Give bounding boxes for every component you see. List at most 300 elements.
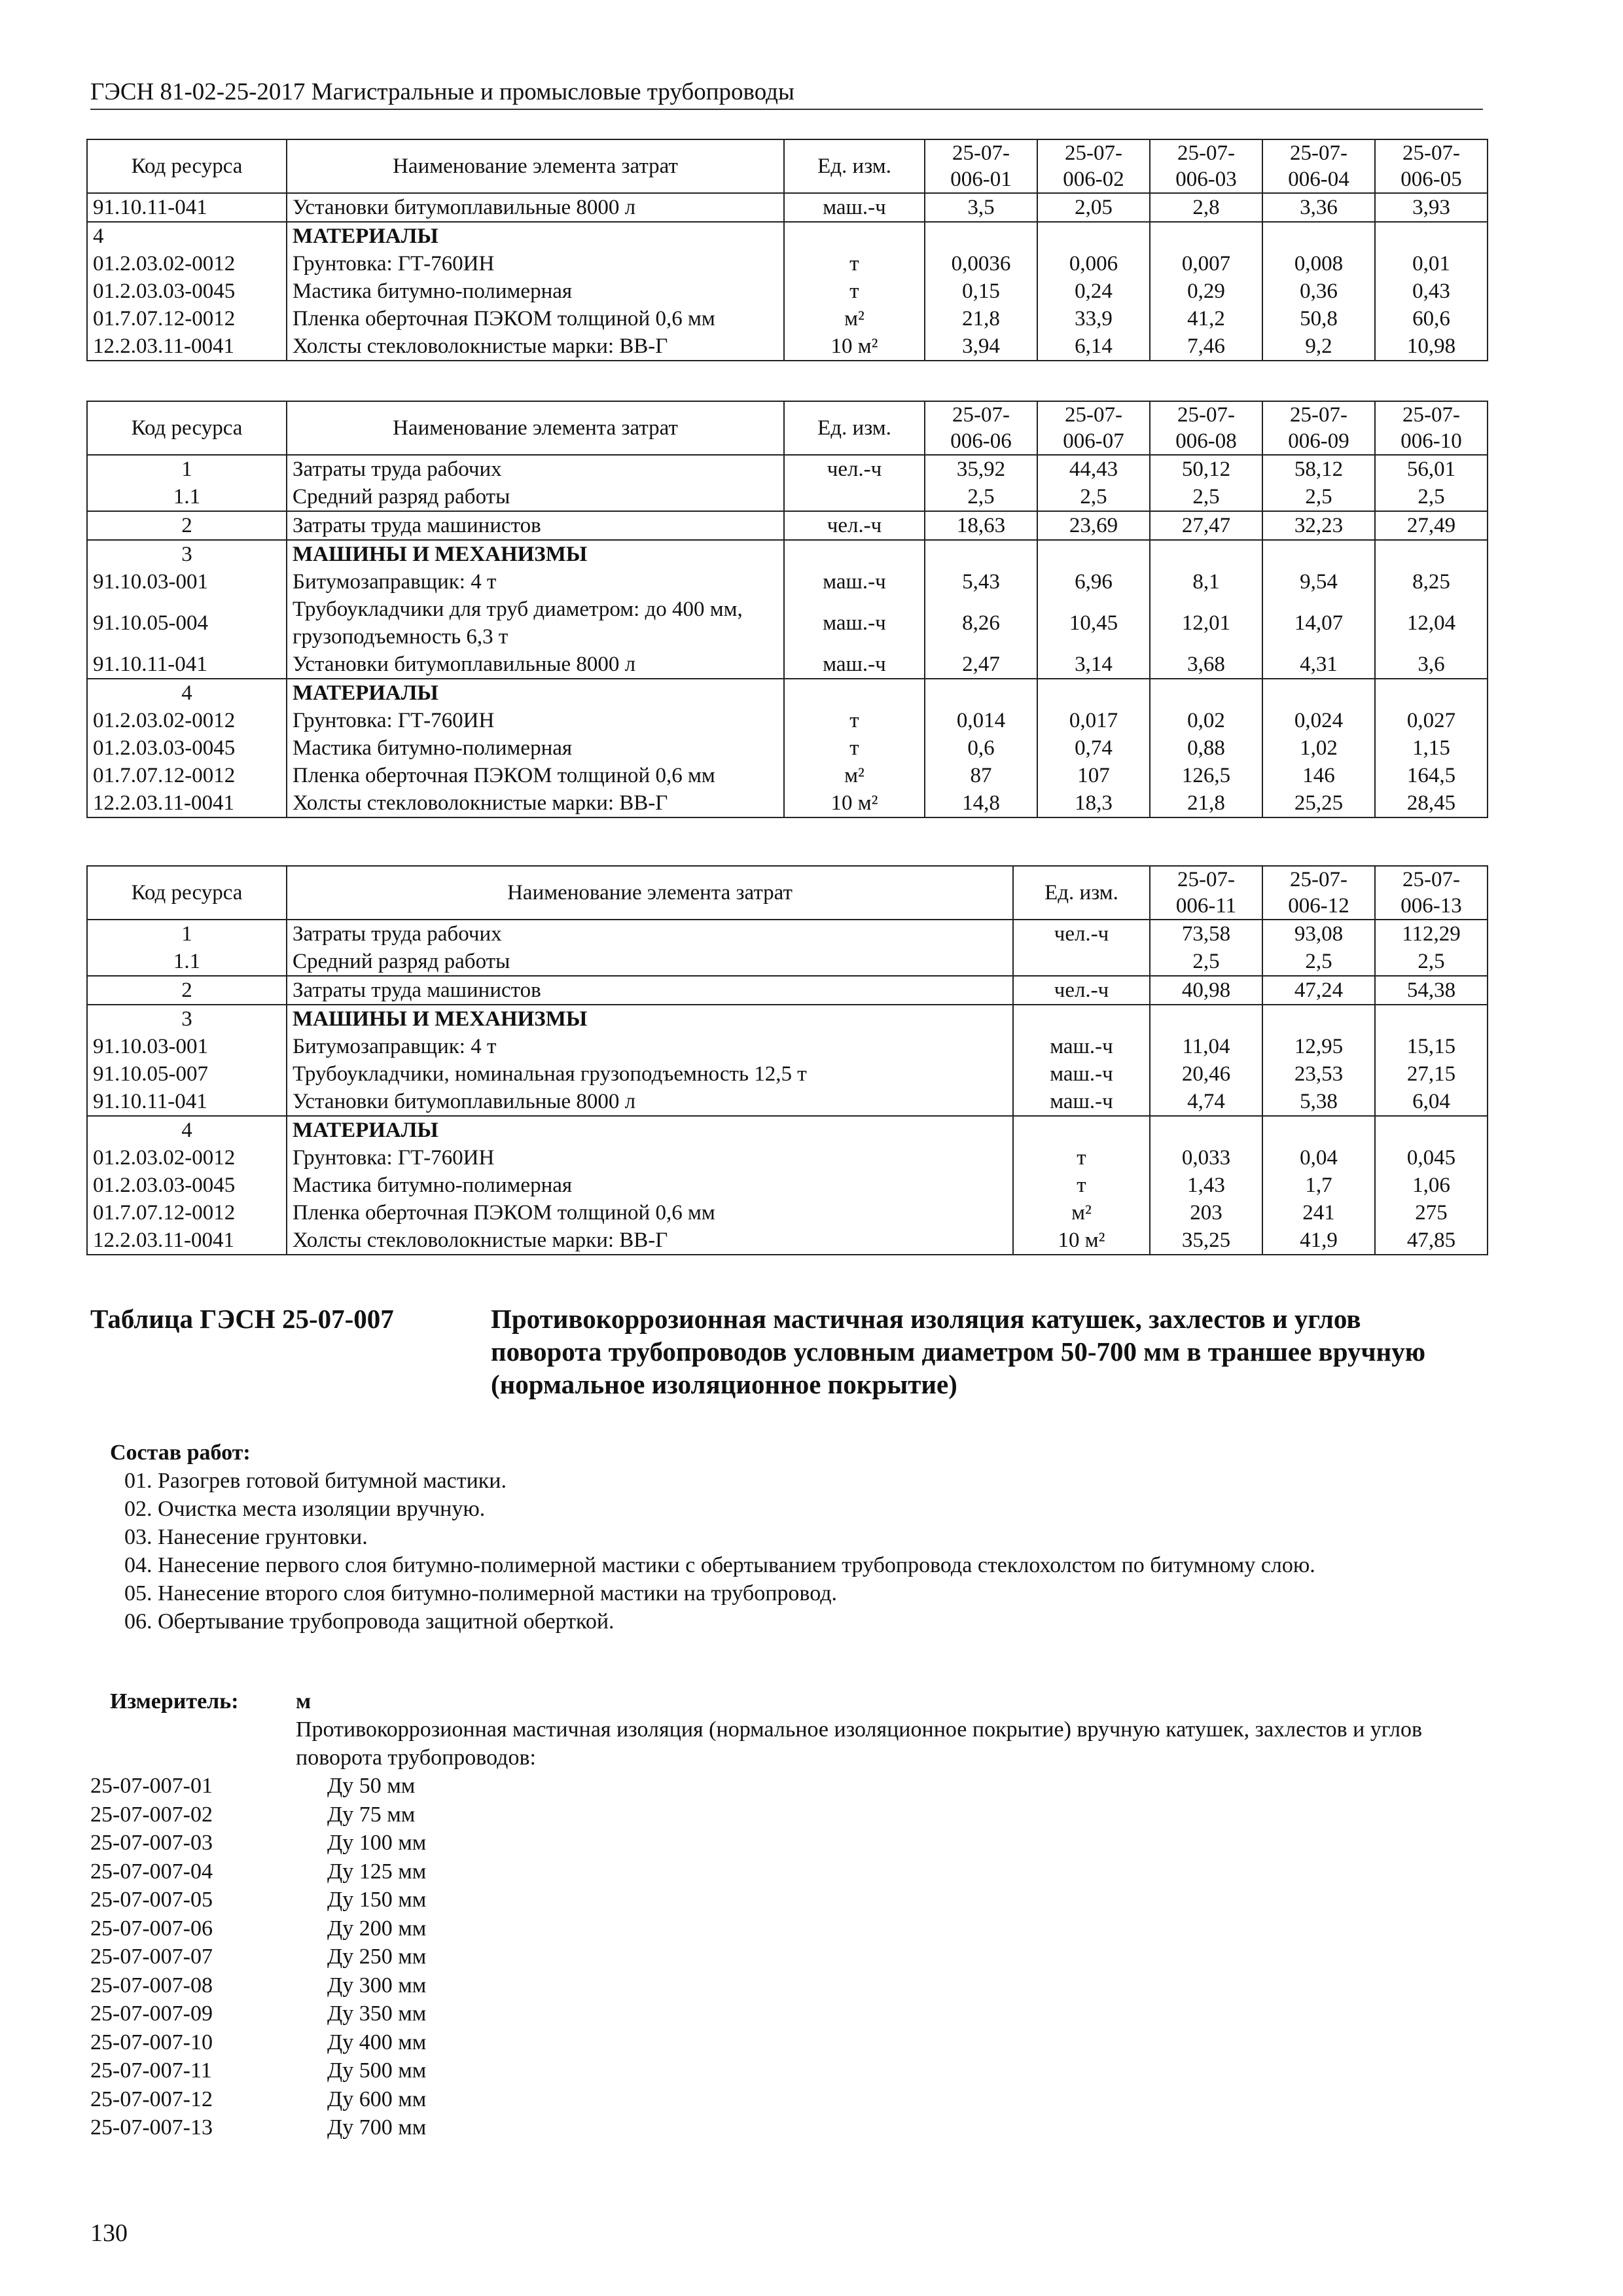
norm-code-line1: 25-07- [1402, 403, 1460, 427]
resource-value: 93,08 [1262, 920, 1375, 948]
col-header-unit: Ед. изм. [784, 401, 925, 455]
resource-code: 4 [87, 679, 287, 707]
resource-value [1375, 222, 1488, 250]
norm-code-line2: 006-08 [1175, 429, 1237, 453]
resource-unit: т [784, 250, 925, 278]
resource-code: 1 [87, 920, 287, 948]
resource-value: 2,5 [1150, 948, 1262, 976]
table-row [87, 1033, 1488, 1060]
table-row [87, 222, 1488, 250]
code-row [90, 1914, 426, 1943]
table-row [87, 920, 1488, 948]
resource-value: 1,02 [1262, 734, 1375, 762]
resource-unit: чел.-ч [1013, 976, 1150, 1005]
resource-unit: чел.-ч [784, 455, 925, 483]
resource-unit: т [1013, 1172, 1150, 1199]
resource-value: 2,5 [1375, 948, 1488, 976]
table-row [87, 1005, 1488, 1033]
resource-value [1150, 222, 1262, 250]
resource-code: 2 [87, 511, 287, 540]
resource-value: 28,45 [1375, 789, 1488, 817]
resource-value: 9,54 [1262, 568, 1375, 596]
col-header-norm [1375, 401, 1488, 455]
col-header-norm [1037, 401, 1150, 455]
work-item: 06. Обертывание трубопровода защитной оберткой. [124, 1609, 615, 1634]
resource-value: 1,15 [1375, 734, 1488, 762]
resource-value: 2,5 [1037, 483, 1150, 511]
col-header-norm [925, 401, 1037, 455]
resource-table-2 [86, 401, 1488, 818]
resource-name: Пленка оберточная ПЭКОМ толщиной 0,6 мм [287, 762, 784, 789]
resource-value: 40,98 [1150, 976, 1262, 1005]
resource-unit [1013, 1005, 1150, 1033]
resource-value: 2,05 [1037, 193, 1150, 222]
code-desc: Ду 250 мм [327, 1945, 427, 1969]
resource-code: 91.10.03-001 [87, 1033, 287, 1060]
resource-value: 8,1 [1150, 568, 1262, 596]
code-item: 25-07-007-04 [90, 1859, 213, 1884]
resource-code: 01.2.03.03-0045 [87, 278, 287, 305]
resource-value: 3,93 [1375, 193, 1488, 222]
resource-value [1150, 540, 1262, 568]
resource-value: 6,96 [1037, 568, 1150, 596]
code-desc: Ду 400 мм [327, 2030, 427, 2054]
resource-value: 275 [1375, 1199, 1488, 1227]
resource-value: 50,12 [1150, 455, 1262, 483]
col-header-norm [1262, 139, 1375, 193]
table-label: Таблица ГЭСН 25-07-007 [90, 1304, 394, 1334]
table-row [87, 1060, 1488, 1088]
resource-unit [1013, 948, 1150, 976]
resource-value: 56,01 [1375, 455, 1488, 483]
col-header-unit: Ед. изм. [1013, 866, 1150, 920]
norm-code-line1: 25-07- [952, 141, 1010, 165]
resource-unit: маш.-ч [1013, 1088, 1150, 1116]
table-row [87, 707, 1488, 734]
norm-code-line2: 006-01 [950, 168, 1012, 191]
resource-value: 0,033 [1150, 1144, 1262, 1172]
resource-value: 203 [1150, 1199, 1262, 1227]
resource-code: 01.2.03.02-0012 [87, 250, 287, 278]
resource-code: 4 [87, 1116, 287, 1144]
resource-code: 12.2.03.11-0041 [87, 332, 287, 361]
resource-value: 47,85 [1375, 1227, 1488, 1255]
resource-value: 2,8 [1150, 193, 1262, 222]
resource-value: 54,38 [1375, 976, 1488, 1005]
table-row [87, 651, 1488, 679]
resource-value: 9,2 [1262, 332, 1375, 361]
resource-value: 18,3 [1037, 789, 1150, 817]
code-item: 25-07-007-02 [90, 1802, 213, 1827]
resource-value [1262, 679, 1375, 707]
resource-value: 12,01 [1150, 596, 1262, 651]
resource-value: 73,58 [1150, 920, 1262, 948]
resource-unit: т [784, 734, 925, 762]
resource-value: 8,25 [1375, 568, 1488, 596]
norm-code-line1: 25-07- [1177, 141, 1235, 165]
col-header-norm [1150, 866, 1262, 920]
table-row [87, 1088, 1488, 1116]
resource-unit: чел.-ч [784, 511, 925, 540]
resource-code: 01.2.03.02-0012 [87, 707, 287, 734]
col-header-norm [925, 139, 1037, 193]
resource-name: Трубоукладчики для труб диаметром: до 400 мм, грузоподъемность 6,3 т [287, 596, 784, 651]
header-row [87, 401, 1488, 455]
resource-value: 41,2 [1150, 305, 1262, 332]
resource-value [1375, 540, 1488, 568]
resource-value: 0,01 [1375, 250, 1488, 278]
resource-code: 12.2.03.11-0041 [87, 789, 287, 817]
resource-value: 3,5 [925, 193, 1037, 222]
code-desc: Ду 50 мм [327, 1774, 416, 1798]
table-row [87, 1144, 1488, 1172]
resource-value: 10,98 [1375, 332, 1488, 361]
resource-value: 12,04 [1375, 596, 1488, 651]
resource-value: 3,14 [1037, 651, 1150, 679]
table-row [87, 250, 1488, 278]
resource-unit: маш.-ч [784, 193, 925, 222]
code-item: 25-07-007-13 [90, 2115, 213, 2140]
resource-value: 0,04 [1262, 1144, 1375, 1172]
table-row [87, 332, 1488, 361]
resource-value: 15,15 [1375, 1033, 1488, 1060]
resource-code: 12.2.03.11-0041 [87, 1227, 287, 1255]
col-header-code: Код ресурса [87, 401, 287, 455]
resource-value: 27,49 [1375, 511, 1488, 540]
resource-unit: чел.-ч [1013, 920, 1150, 948]
resource-value [1150, 1116, 1262, 1144]
running-header: ГЭСН 81-02-25-2017 Магистральные и промысловые трубопроводы [90, 77, 1483, 110]
resource-name: МАТЕРИАЛЫ [287, 679, 784, 707]
resource-name: Установки битумоплавильные 8000 л [287, 193, 784, 222]
resource-value [1262, 540, 1375, 568]
table-title: Противокоррозионная мастичная изоляция катушек, захлестов и углов поворота трубопроводов условным диаметром 50-700 мм в траншее вручную (нормальное изоляционное покрытие) [491, 1304, 1426, 1399]
resource-code: 01.2.03.03-0045 [87, 1172, 287, 1199]
resource-unit: 10 м² [1013, 1227, 1150, 1255]
resource-value: 0,43 [1375, 278, 1488, 305]
resource-value: 0,017 [1037, 707, 1150, 734]
code-item: 25-07-007-07 [90, 1945, 213, 1969]
resource-value: 3,6 [1375, 651, 1488, 679]
resource-name: Средний разряд работы [287, 948, 1013, 976]
norm-code-line1: 25-07- [1065, 141, 1122, 165]
resource-name: Средний разряд работы [287, 483, 784, 511]
resource-name: МАТЕРИАЛЫ [287, 222, 784, 250]
code-desc: Ду 350 мм [327, 2001, 427, 2026]
resource-value: 0,74 [1037, 734, 1150, 762]
col-header-code: Код ресурса [87, 866, 287, 920]
resource-table-3 [86, 865, 1488, 1255]
page-number: 130 [90, 2219, 128, 2247]
resource-name: Холсты стекловолокнистые марки: ВВ-Г [287, 789, 784, 817]
resource-unit: маш.-ч [784, 651, 925, 679]
resource-code: 91.10.03-001 [87, 568, 287, 596]
norm-code-line1: 25-07- [1177, 403, 1235, 427]
resource-value: 58,12 [1262, 455, 1375, 483]
resource-value: 60,6 [1375, 305, 1488, 332]
resource-value: 126,5 [1150, 762, 1262, 789]
resource-value: 11,04 [1150, 1033, 1262, 1060]
resource-name: Пленка оберточная ПЭКОМ толщиной 0,6 мм [287, 1199, 1013, 1227]
resource-value: 0,24 [1037, 278, 1150, 305]
work-item: 05. Нанесение второго слоя битумно-полимерной мастики на трубопровод. [124, 1581, 838, 1605]
meter-description: Противокоррозионная мастичная изоляция (нормальное изоляционное покрытие) вручную катушек, захлестов и углов поворота трубопроводов: [296, 1717, 1423, 1770]
code-desc: Ду 500 мм [327, 2058, 427, 2083]
resource-code: 1.1 [87, 948, 287, 976]
code-row [90, 1801, 426, 1829]
code-item: 25-07-007-08 [90, 1973, 213, 1998]
col-header-norm [1262, 866, 1375, 920]
table-row [87, 305, 1488, 332]
resource-value: 2,5 [1150, 483, 1262, 511]
resource-unit [784, 679, 925, 707]
resource-value: 1,7 [1262, 1172, 1375, 1199]
norm-code-line2: 006-12 [1288, 894, 1349, 918]
code-item: 25-07-007-06 [90, 1916, 213, 1941]
resource-name: Установки битумоплавильные 8000 л [287, 1088, 1013, 1116]
resource-value [1037, 679, 1150, 707]
resource-code: 2 [87, 976, 287, 1005]
resource-value [925, 222, 1037, 250]
resource-value: 0,02 [1150, 707, 1262, 734]
code-row [90, 1857, 426, 1886]
col-header-norm [1375, 866, 1488, 920]
resource-value [1037, 540, 1150, 568]
code-row [90, 1772, 426, 1801]
code-desc: Ду 200 мм [327, 1916, 427, 1941]
resource-value [1375, 1116, 1488, 1144]
resource-table-1 [86, 139, 1488, 361]
table-row [87, 734, 1488, 762]
table-row [87, 1172, 1488, 1199]
resource-value: 241 [1262, 1199, 1375, 1227]
resource-name: Затраты труда машинистов [287, 511, 784, 540]
resource-name: Установки битумоплавильные 8000 л [287, 651, 784, 679]
code-row [90, 2113, 426, 2142]
code-desc: Ду 600 мм [327, 2087, 427, 2111]
resource-value [1037, 222, 1150, 250]
code-item: 25-07-007-10 [90, 2030, 213, 2054]
resource-value: 2,5 [1262, 483, 1375, 511]
resource-name: Грунтовка: ГТ-760ИН [287, 707, 784, 734]
resource-code: 01.7.07.12-0012 [87, 1199, 287, 1227]
resource-value: 0,6 [925, 734, 1037, 762]
resource-unit [784, 540, 925, 568]
resource-value: 2,5 [925, 483, 1037, 511]
resource-code: 01.7.07.12-0012 [87, 305, 287, 332]
code-row [90, 1971, 426, 2000]
resource-name: Холсты стекловолокнистые марки: ВВ-Г [287, 1227, 1013, 1255]
meter-label: Измеритель: [110, 1689, 239, 1713]
table-row [87, 976, 1488, 1005]
resource-code: 91.10.11-041 [87, 1088, 287, 1116]
resource-value: 0,014 [925, 707, 1037, 734]
resource-code: 01.7.07.12-0012 [87, 762, 287, 789]
resource-value: 21,8 [1150, 789, 1262, 817]
header-row [87, 139, 1488, 193]
code-row [90, 2056, 426, 2085]
work-item: 03. Нанесение грунтовки. [124, 1525, 368, 1549]
resource-value [1375, 1005, 1488, 1033]
work-item: 01. Разогрев готовой битумной мастики. [124, 1469, 507, 1493]
code-item: 25-07-007-09 [90, 2001, 213, 2026]
resource-value: 146 [1262, 762, 1375, 789]
resource-value: 27,47 [1150, 511, 1262, 540]
resource-value [1150, 1005, 1262, 1033]
code-row [90, 1886, 426, 1914]
resource-unit: маш.-ч [784, 568, 925, 596]
resource-unit [784, 222, 925, 250]
norm-code-line2: 006-03 [1175, 168, 1237, 191]
resource-value: 25,25 [1262, 789, 1375, 817]
resource-value: 14,8 [925, 789, 1037, 817]
resource-value: 3,94 [925, 332, 1037, 361]
table-row [87, 540, 1488, 568]
resource-unit: м² [784, 305, 925, 332]
work-items [110, 1467, 1484, 1636]
resource-value: 4,74 [1150, 1088, 1262, 1116]
code-list [90, 1772, 426, 2142]
col-header-norm [1150, 139, 1262, 193]
resource-unit [1013, 1116, 1150, 1144]
resource-unit: м² [1013, 1199, 1150, 1227]
resource-name: Трубоукладчики, номинальная грузоподъемность 12,5 т [287, 1060, 1013, 1088]
resource-value: 41,9 [1262, 1227, 1375, 1255]
resource-code: 91.10.05-004 [87, 596, 287, 651]
col-header-name: Наименование элемента затрат [287, 401, 784, 455]
norm-code-line1: 25-07- [1290, 141, 1347, 165]
code-item: 25-07-007-01 [90, 1774, 213, 1798]
resource-code: 01.2.03.03-0045 [87, 734, 287, 762]
resource-value: 50,8 [1262, 305, 1375, 332]
resource-value: 27,15 [1375, 1060, 1488, 1088]
resource-value: 3,36 [1262, 193, 1375, 222]
resource-name: Мастика битумно-полимерная [287, 278, 784, 305]
table-row [87, 1227, 1488, 1255]
resource-value: 0,36 [1262, 278, 1375, 305]
code-item: 25-07-007-11 [90, 2058, 212, 2083]
code-desc: Ду 100 мм [327, 1831, 427, 1855]
resource-value: 3,68 [1150, 651, 1262, 679]
resource-value: 112,29 [1375, 920, 1488, 948]
code-desc: Ду 150 мм [327, 1888, 427, 1912]
resource-value: 32,23 [1262, 511, 1375, 540]
table-row [87, 762, 1488, 789]
resource-value: 2,5 [1375, 483, 1488, 511]
norm-code-line1: 25-07- [1290, 403, 1347, 427]
resource-name: МАШИНЫ И МЕХАНИЗМЫ [287, 540, 784, 568]
resource-value: 33,9 [1037, 305, 1150, 332]
norm-code-line2: 006-10 [1400, 429, 1462, 453]
resource-code: 1 [87, 455, 287, 483]
resource-value: 6,14 [1037, 332, 1150, 361]
resource-value: 2,47 [925, 651, 1037, 679]
resource-code: 3 [87, 1005, 287, 1033]
code-row [90, 1943, 426, 1971]
table-row [87, 679, 1488, 707]
table-row [87, 278, 1488, 305]
resource-name: Битумозаправщик: 4 т [287, 568, 784, 596]
resource-value: 0,008 [1262, 250, 1375, 278]
norm-code-line2: 006-06 [950, 429, 1012, 453]
table-row [87, 789, 1488, 817]
resource-value: 0,045 [1375, 1144, 1488, 1172]
resource-name: Мастика битумно-полимерная [287, 1172, 1013, 1199]
resource-value: 23,69 [1037, 511, 1150, 540]
resource-unit: 10 м² [784, 332, 925, 361]
resource-name: Холсты стекловолокнистые марки: ВВ-Г [287, 332, 784, 361]
col-header-norm [1375, 139, 1488, 193]
col-header-code: Код ресурса [87, 139, 287, 193]
table-row [87, 1199, 1488, 1227]
resource-name: МАТЕРИАЛЫ [287, 1116, 1013, 1144]
resource-value [1375, 679, 1488, 707]
resource-value [1262, 1005, 1375, 1033]
resource-value: 0,29 [1150, 278, 1262, 305]
resource-name: Битумозаправщик: 4 т [287, 1033, 1013, 1060]
table-row [87, 568, 1488, 596]
resource-value: 6,04 [1375, 1088, 1488, 1116]
resource-value: 8,26 [925, 596, 1037, 651]
resource-code: 91.10.05-007 [87, 1060, 287, 1088]
resource-value: 4,31 [1262, 651, 1375, 679]
resource-value: 12,95 [1262, 1033, 1375, 1060]
resource-value: 7,46 [1150, 332, 1262, 361]
work-item: 02. Очистка места изоляции вручную. [124, 1497, 486, 1521]
resource-value: 0,15 [925, 278, 1037, 305]
table-row [87, 483, 1488, 511]
resource-unit: маш.-ч [1013, 1060, 1150, 1088]
resource-value [1150, 679, 1262, 707]
resource-unit: т [784, 278, 925, 305]
resource-name: МАШИНЫ И МЕХАНИЗМЫ [287, 1005, 1013, 1033]
norm-code-line2: 006-07 [1063, 429, 1124, 453]
norm-code-line1: 25-07- [1177, 868, 1235, 891]
meter-unit: м [296, 1689, 312, 1713]
resource-value: 18,63 [925, 511, 1037, 540]
resource-value: 23,53 [1262, 1060, 1375, 1088]
resource-name: Мастика битумно-полимерная [287, 734, 784, 762]
code-row [90, 1829, 426, 1857]
code-desc: Ду 300 мм [327, 1973, 427, 1998]
resource-value [925, 540, 1037, 568]
resource-value: 1,06 [1375, 1172, 1488, 1199]
col-header-name: Наименование элемента затрат [287, 139, 784, 193]
col-header-norm [1262, 401, 1375, 455]
col-header-unit: Ед. изм. [784, 139, 925, 193]
resource-value: 2,5 [1262, 948, 1375, 976]
col-header-norm [1150, 401, 1262, 455]
resource-value: 107 [1037, 762, 1150, 789]
resource-value: 0,0036 [925, 250, 1037, 278]
resource-unit: м² [784, 762, 925, 789]
resource-value: 5,38 [1262, 1088, 1375, 1116]
resource-unit: 10 м² [784, 789, 925, 817]
resource-value: 14,07 [1262, 596, 1375, 651]
code-item: 25-07-007-05 [90, 1888, 213, 1912]
resource-code: 91.10.11-041 [87, 651, 287, 679]
resource-value [1262, 1116, 1375, 1144]
resource-code: 91.10.11-041 [87, 193, 287, 222]
code-row [90, 2000, 426, 2028]
norm-code-line2: 006-05 [1400, 168, 1462, 191]
resource-value: 44,43 [1037, 455, 1150, 483]
resource-value: 0,027 [1375, 707, 1488, 734]
resource-value [1262, 222, 1375, 250]
code-row [90, 2028, 426, 2057]
resource-value: 21,8 [925, 305, 1037, 332]
resource-value: 5,43 [925, 568, 1037, 596]
